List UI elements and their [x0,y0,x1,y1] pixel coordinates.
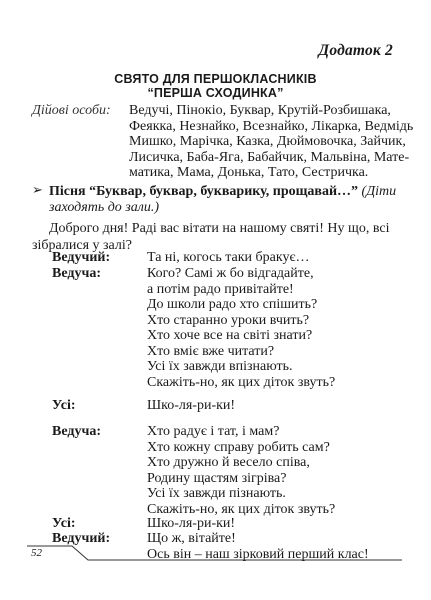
dialog-line: Усі їх завжди пізнають. [147,486,286,501]
characters-list [129,103,414,181]
intro-line: зібралися у залі? [32,238,132,253]
arrow-bullet-icon: ➢ [32,183,43,198]
speaker-name: Усі: [52,398,76,413]
dialog-lines [147,516,235,532]
title-line-2: “ПЕРША СХОДИНКА” [147,86,284,100]
dialog-lines [147,398,235,414]
dialog-line: Усі їх завжди впізнають. [147,359,293,374]
dialog-lines [147,424,335,517]
characters-label: Дійові особи: [32,103,111,118]
page-number: 52 [31,547,42,559]
speaker-name: Ведучий: [52,250,111,265]
dialog-line: Скажіть-но, як цих діток звуть? [147,501,336,517]
dialog-line: Ось він – наш зірковий перший клас! [147,546,369,562]
dialog-line: Шко-ля-ри-ки! [147,398,236,413]
intro-line: Доброго дня! Раді вас вітати на нашому святі! Ну що, всі [49,221,390,236]
dialog-lines [147,531,369,562]
speaker-name: Усі: [52,516,76,531]
dialog-line: Хто вміє вже читати? [147,343,275,359]
dialog-line: Родину щастям зігріва? [147,470,287,486]
dialog-line: Хто кожну справу робить сам? [147,439,330,455]
dialog-line: Та ні, когось таки бракує… [147,250,310,265]
dialog-line: Хто старанно уроки вчить? [147,312,310,328]
stage-direction-start: (Діти [361,184,397,199]
dialog-line: Що ж, вітайте! [147,531,236,546]
characters-line: матика, Мама, Донька, Тато, Сестричка. [129,165,369,181]
song-title: Пісня “Буквар, буквар, букварику, прощавай…” [49,184,359,199]
dialog-lines [147,266,335,390]
appendix-label: Додаток 2 [318,42,393,59]
speaker-name: Ведуча: [52,266,102,281]
characters-line: Мишко, Марічка, Казка, Дюймовочка, Зайчик, [129,134,406,150]
characters-line: Ведучі, Пінокіо, Буквар, Крутій-Розбишака, [129,103,391,118]
characters-line: Лисичка, Баба-Яга, Бабайчик, Мальвіна, Мате- [129,149,410,165]
dialog-line: До школи радо хто спішить? [147,297,318,312]
dialog-line: а потім радо привітайте! [147,281,294,297]
dialog-line: Хто хоче все на світі знати? [147,328,313,343]
stage-direction-end: заходять до зали.) [49,200,160,215]
title-line-1: СВЯТО ДЛЯ ПЕРШОКЛАСНИКІВ [114,72,317,86]
dialog-line: Кого? Самі ж бо відгадайте, [147,266,314,281]
characters-line: Феякка, Незнайко, Всезнайко, Лікарка, Ведмідь [129,118,414,134]
intro-paragraph [32,220,402,254]
speaker-name: Ведучий: [52,531,111,546]
song-line-1 [49,184,396,200]
speaker-name: Ведуча: [52,424,102,439]
dialog-line: Скажіть-но, як цих діток звуть? [147,374,336,390]
dialog-line: Хто радує і тат, і мам? [147,424,280,439]
dialog-line: Хто дружно й весело співа, [147,455,310,470]
dialog-lines [147,250,309,266]
dialog-line: Шко-ля-ри-ки! [147,516,236,531]
